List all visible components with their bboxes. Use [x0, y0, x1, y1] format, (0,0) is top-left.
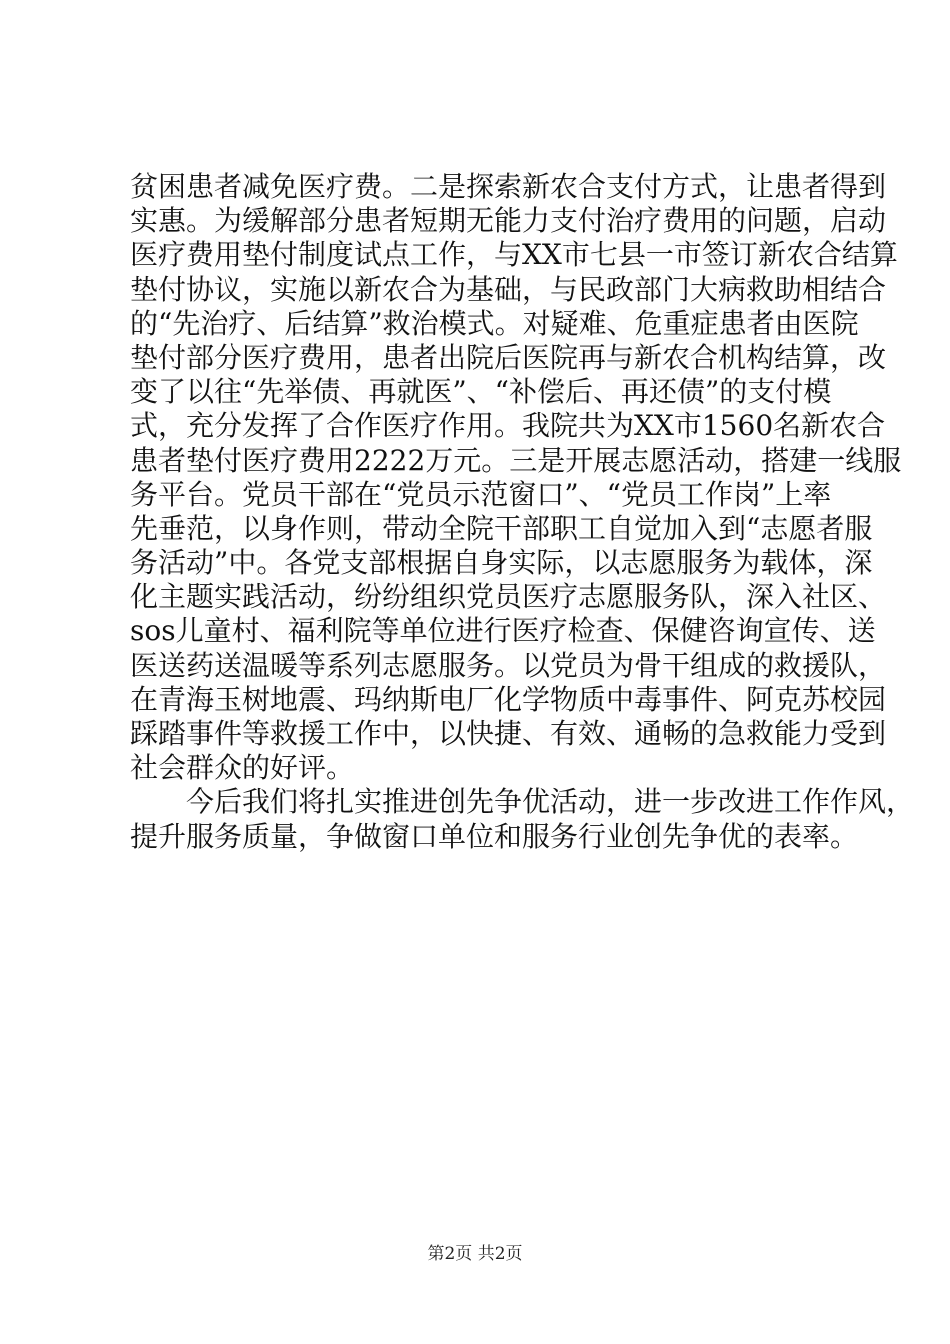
text-line: 社会群众的好评。 — [130, 751, 355, 785]
text-line: 踩踏事件等救援工作中，以快捷、有效、通畅的急救能力受到 — [130, 717, 887, 750]
text-line: 贫困患者减免医疗费。二是探索新农合支付方式，让患者得到 — [130, 170, 887, 203]
text-line: 垫付协议，实施以新农合为基础，与民政部门大病救助相结合 — [130, 272, 887, 306]
paragraph-1 — [130, 170, 902, 785]
text-line: 务活动”中。各党支部根据自身实际，以志愿服务为载体，深 — [130, 546, 873, 580]
text-line: 实惠。为缓解部分患者短期无能力支付治疗费用的问题，启动 — [130, 204, 887, 238]
text-line: 提升服务质量，争做窗口单位和服务行业创先争优的表率。 — [130, 819, 859, 853]
text-line: 垫付部分医疗费用，患者出院后医院再与新农合机构结算，改 — [130, 340, 887, 374]
body-text — [130, 170, 915, 854]
text-line: 在青海玉树地震、玛纳斯电厂化学物质中毒事件、阿克苏校园 — [130, 682, 887, 716]
paragraph-2 — [130, 785, 915, 853]
text-line: 医送药送温暖等系列志愿服务。以党员为骨干组成的救援队， — [130, 648, 887, 682]
text-line: 今后我们将扎实推进创先争优活动，进一步改进工作作风， — [186, 785, 915, 819]
text-line: 化主题实践活动，纷纷组织党员医疗志愿服务队，深入社区、 — [130, 580, 887, 614]
text-line: 务平台。党员干部在“党员示范窗口”、“党员工作岗”上率 — [130, 477, 832, 511]
page-number: 第2页 共2页 — [427, 1244, 523, 1264]
text-line: 式，充分发挥了合作医疗作用。我院共为XX市1560名新农合 — [130, 409, 886, 443]
text-line: 的“先治疗、后结算”救治模式。对疑难、危重症患者由医院 — [130, 306, 859, 340]
text-line: sos儿童村、福利院等单位进行医疗检查、保健咨询宣传、送 — [130, 614, 876, 648]
text-line: 变了以往“先举债、再就医”、“补偿后、再还债”的支付模 — [130, 375, 832, 409]
page-footer — [0, 1242, 950, 1266]
text-line: 患者垫付医疗费用2222万元。三是开展志愿活动，搭建一线服 — [130, 443, 902, 477]
text-line: 医疗费用垫付制度试点工作，与XX市七县一市签订新农合结算 — [130, 238, 898, 272]
text-line: 先垂范，以身作则，带动全院干部职工自觉加入到“志愿者服 — [130, 511, 873, 545]
